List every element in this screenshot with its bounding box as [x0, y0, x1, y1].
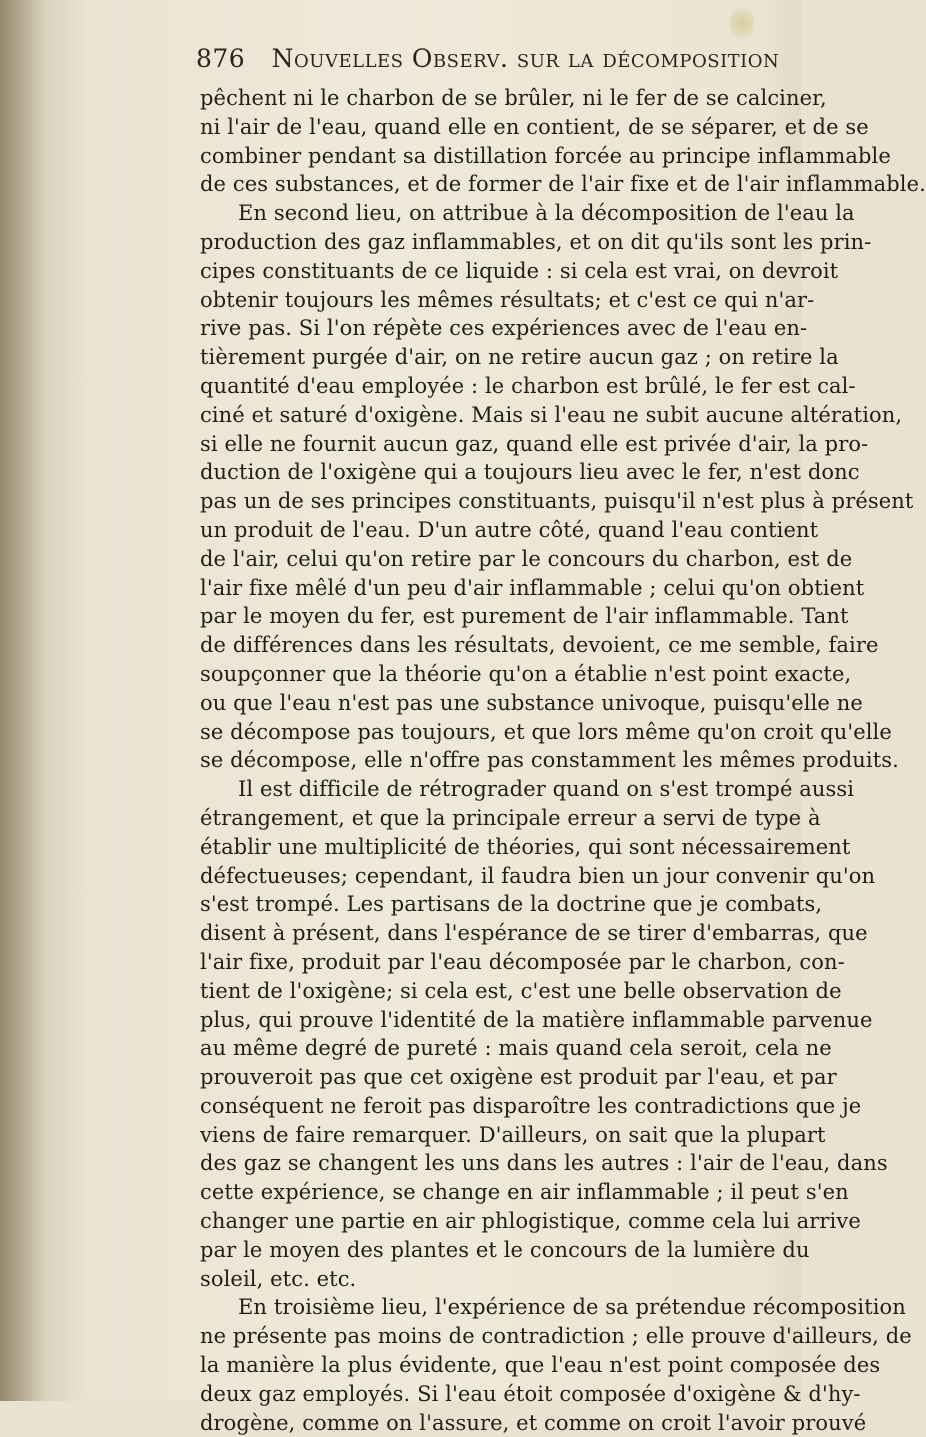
text-line: plus, qui prouve l'identité de la matière inflammable parvenue	[200, 1007, 873, 1032]
text-line: tient de l'oxigène; si cela est, c'est une belle observation de	[200, 978, 842, 1003]
text-line: Il est difficile de rétrograder quand on s'est trompé aussi	[238, 777, 855, 802]
text-line: un produit de l'eau. D'un autre côté, quand l'eau contient	[200, 517, 819, 542]
text-line: ni l'air de l'eau, quand elle en contient, de se séparer, et de se	[200, 114, 869, 139]
text-line: En second lieu, on attribue à la décomposition de l'eau la	[238, 201, 855, 226]
text-line: par le moyen des plantes et le concours de la lumière du	[200, 1237, 810, 1262]
text-line: au même degré de pureté : mais quand cela seroit, cela ne	[200, 1036, 832, 1061]
text-line: tièrement purgée d'air, on ne retire aucun gaz ; on retire la	[200, 345, 839, 370]
text-line: établir une multiplicité de théories, qui sont nécessairement	[200, 834, 851, 859]
text-line: l'air fixe, produit par l'eau décomposée par le charbon, con-	[200, 949, 845, 974]
text-line: défectueuses; cependant, il faudra bien un jour convenir qu'on	[200, 863, 876, 888]
text-line: se décompose pas toujours, et que lors même qu'on croit qu'elle	[200, 719, 892, 744]
text-line: par le moyen du fer, est purement de l'air inflammable. Tant	[200, 604, 849, 629]
text-line: des gaz se changent les uns dans les autres : l'air de l'eau, dans	[200, 1151, 888, 1176]
text-line: pêchent ni le charbon de se brûler, ni le fer de se calciner,	[200, 86, 827, 110]
text-line: ciné et saturé d'oxigène. Mais si l'eau ne subit aucune altération,	[200, 402, 903, 427]
text-line: se décompose, elle n'offre pas constamment les mêmes produits.	[200, 748, 899, 773]
text-line: rive pas. Si l'on répète ces expériences avec de l'eau en-	[200, 316, 808, 341]
text-line: de l'air, celui qu'on retire par le concours du charbon, est de	[200, 546, 853, 571]
text-line: disent à présent, dans l'espérance de se tirer d'embarras, que	[200, 921, 868, 946]
text-line: si elle ne fournit aucun gaz, quand elle est privée d'air, la pro-	[200, 431, 869, 456]
text-line: duction de l'oxigène qui a toujours lieu avec le fer, n'est donc	[200, 460, 860, 485]
text-line: production des gaz inflammables, et on dit qu'ils sont les prin-	[200, 229, 872, 254]
body-text	[200, 84, 926, 1437]
text-line: changer une partie en air phlogistique, comme cela lui arrive	[200, 1209, 861, 1234]
text-line: viens de faire remarquer. D'ailleurs, on sait que la plupart	[200, 1122, 826, 1147]
text-line: prouveroit pas que cet oxigène est produit par l'eau, et par	[200, 1065, 837, 1090]
running-head	[196, 44, 780, 73]
binding-shadow	[0, 0, 46, 1401]
text-line: soupçonner que la théorie qu'on a établie n'est point exacte,	[200, 661, 852, 686]
text-line: s'est trompé. Les partisans de la doctrine que je combats,	[200, 892, 823, 917]
text-line: soleil, etc. etc.	[200, 1266, 357, 1291]
text-line: étrangement, et que la principale erreur a servi de type à	[200, 805, 821, 830]
text-line: obtenir toujours les mêmes résultats; et c'est ce qui n'ar-	[200, 287, 815, 312]
text-line: ne présente pas moins de contradiction ; elle prouve d'ailleurs, de	[200, 1324, 912, 1349]
text-line: combiner pendant sa distillation forcée au principe inflammable	[200, 143, 891, 168]
paper-stain	[730, 8, 754, 38]
text-line: la manière la plus évidente, que l'eau n'est point composée des	[200, 1353, 881, 1378]
text-line: drogène, comme on l'assure, et comme on croit l'avoir prouvé	[200, 1410, 867, 1435]
text-line: cipes constituants de ce liquide : si cela est vrai, on devroit	[200, 258, 839, 283]
text-line: de ces substances, et de former de l'air fixe et de l'air inflammable.	[200, 172, 926, 197]
text-line: deux gaz employés. Si l'eau étoit composée d'oxigène & d'hy-	[200, 1381, 861, 1406]
page-number: 876	[196, 44, 246, 73]
text-line: de différences dans les résultats, devoient, ce me semble, faire	[200, 633, 879, 658]
text-line: quantité d'eau employée : le charbon est brûlé, le fer est cal-	[200, 373, 856, 398]
running-title: Nouvelles Observ. sur la décomposition	[271, 44, 780, 73]
text-line: pas un de ses principes constituants, puisqu'il n'est plus à présent	[200, 489, 914, 514]
text-line: ou que l'eau n'est pas une substance univoque, puisqu'elle ne	[200, 690, 863, 715]
text-line: conséquent ne feroit pas disparoître les contradictions que je	[200, 1093, 862, 1118]
text-line: En troisième lieu, l'expérience de sa prétendue récomposition	[238, 1295, 906, 1320]
text-line: l'air fixe mêlé d'un peu d'air inflammable ; celui qu'on obtient	[200, 575, 865, 600]
text-line: cette expérience, se change en air inflammable ; il peut s'en	[200, 1180, 849, 1205]
